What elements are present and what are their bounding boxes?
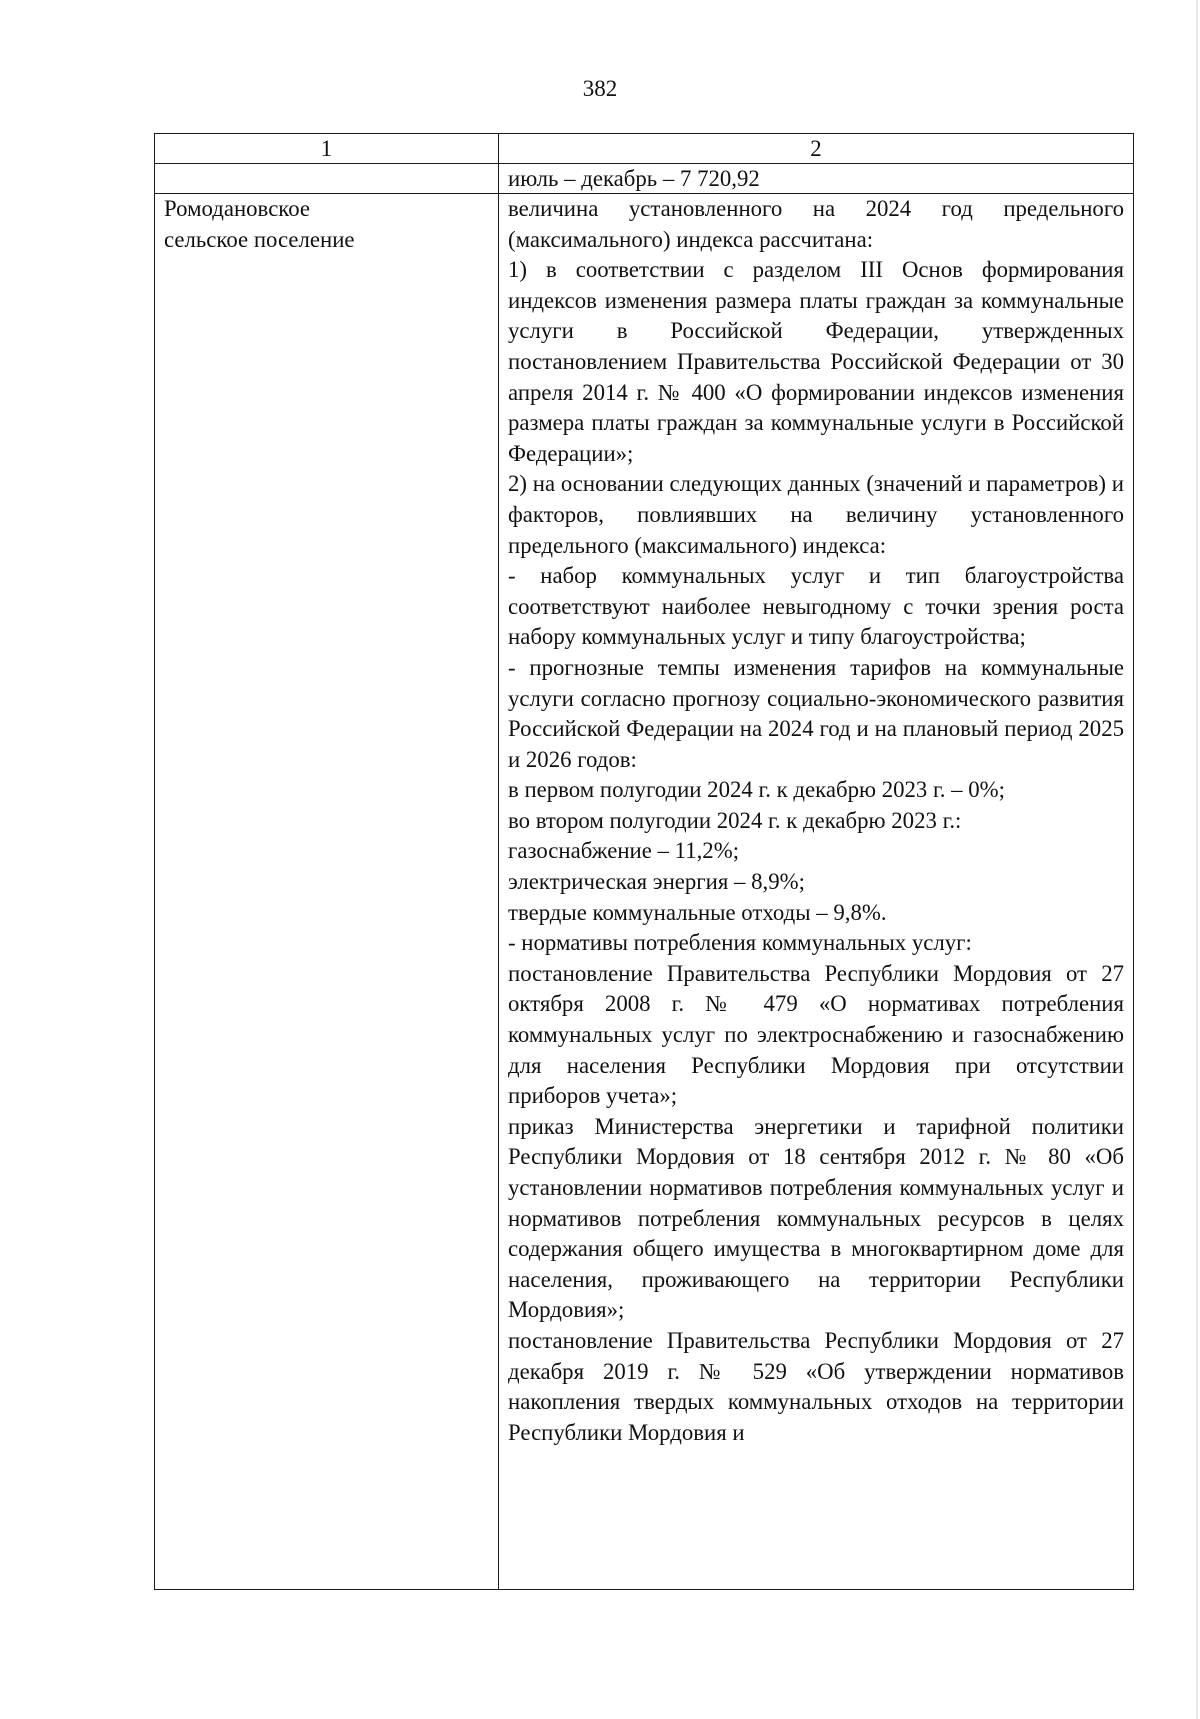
settlement-name-cell	[155, 194, 499, 1590]
paragraph: величина установленного на 2024 год предельного (максимального) индекса рассчитана:	[508, 196, 1124, 252]
paragraph: постановление Правительства Республики Мордовия от 27 октября 2008 г. № 479 «О нормативах потребления коммунальных услуг по электроснабжению и газоснабжению для населения Республики Мордовия при отсутствии приборов учета»;	[508, 960, 1124, 1109]
continuation-empty-cell	[155, 164, 499, 194]
table-row-continuation	[155, 164, 1134, 194]
header-col-1: 1	[155, 134, 499, 164]
table-header-row	[155, 134, 1134, 164]
continuation-cell: июль – декабрь – 7 720,92	[499, 164, 1134, 194]
paragraph: газоснабжение – 11,2%;	[508, 838, 740, 864]
paragraph: - прогнозные темпы изменения тарифов на коммунальные услуги согласно прогнозу социально-экономического развития Российской Федерации на 2024 год и на плановый период 2025 и 2026 годов:	[508, 654, 1124, 772]
paragraph: твердые коммунальные отходы – 9,8%.	[508, 899, 887, 925]
paragraph: постановление Правительства Республики Мордовия от 27 декабря 2019 г. № 529 «Об утверждении нормативов накопления твердых коммунальных отходов на территории Республики Мордовия и	[508, 1327, 1124, 1445]
paragraph: во втором полугодии 2024 г. к декабрю 2023 г.:	[508, 807, 962, 833]
table-row	[155, 194, 1134, 1590]
paragraph: 2) на основании следующих данных (значений и параметров) и факторов, повлиявших на величину установленного предельного (максимального) индекса:	[508, 471, 1124, 558]
paragraph: электрическая энергия – 8,9%;	[508, 869, 805, 895]
header-col-2: 2	[499, 134, 1134, 164]
paragraph: 1) в соответствии с разделом III Основ формирования индексов изменения размера платы граждан за коммунальные услуги в Российской Федерации, утвержденных постановлением Правительства Российской Федерации от 30 апреля 2014 г. № 400 «О формировании индексов изменения размера платы граждан за коммунальные услуги в Российской Федерации»;	[508, 257, 1124, 466]
page-number: 382	[582, 76, 618, 101]
scan-edge	[1196, 0, 1198, 1719]
paragraph: в первом полугодии 2024 г. к декабрю 2023 г. – 0%;	[508, 777, 1005, 803]
paragraph: приказ Министерства энергетики и тарифной политики Республики Мордовия от 18 сентября 2012 г. № 80 «Об установлении нормативов потребления коммунальных услуг и нормативов потребления коммунальных ресурсов в целях содержания общего имущества в многоквартирном доме для населения, проживающего на территории Республики Мордовия»;	[508, 1113, 1124, 1323]
paragraph: - нормативы потребления коммунальных услуг:	[508, 930, 972, 956]
paragraph: - набор коммунальных услуг и тип благоустройства соответствуют наиболее невыгодному с точки зрения роста набору коммунальных услуг и типу благоустройства;	[508, 563, 1124, 650]
settlement-name-line: сельское поселение	[164, 226, 355, 252]
settlement-name-line: Ромодановское	[164, 196, 311, 221]
document-table	[154, 133, 1134, 1590]
index-description-cell	[499, 194, 1134, 1590]
